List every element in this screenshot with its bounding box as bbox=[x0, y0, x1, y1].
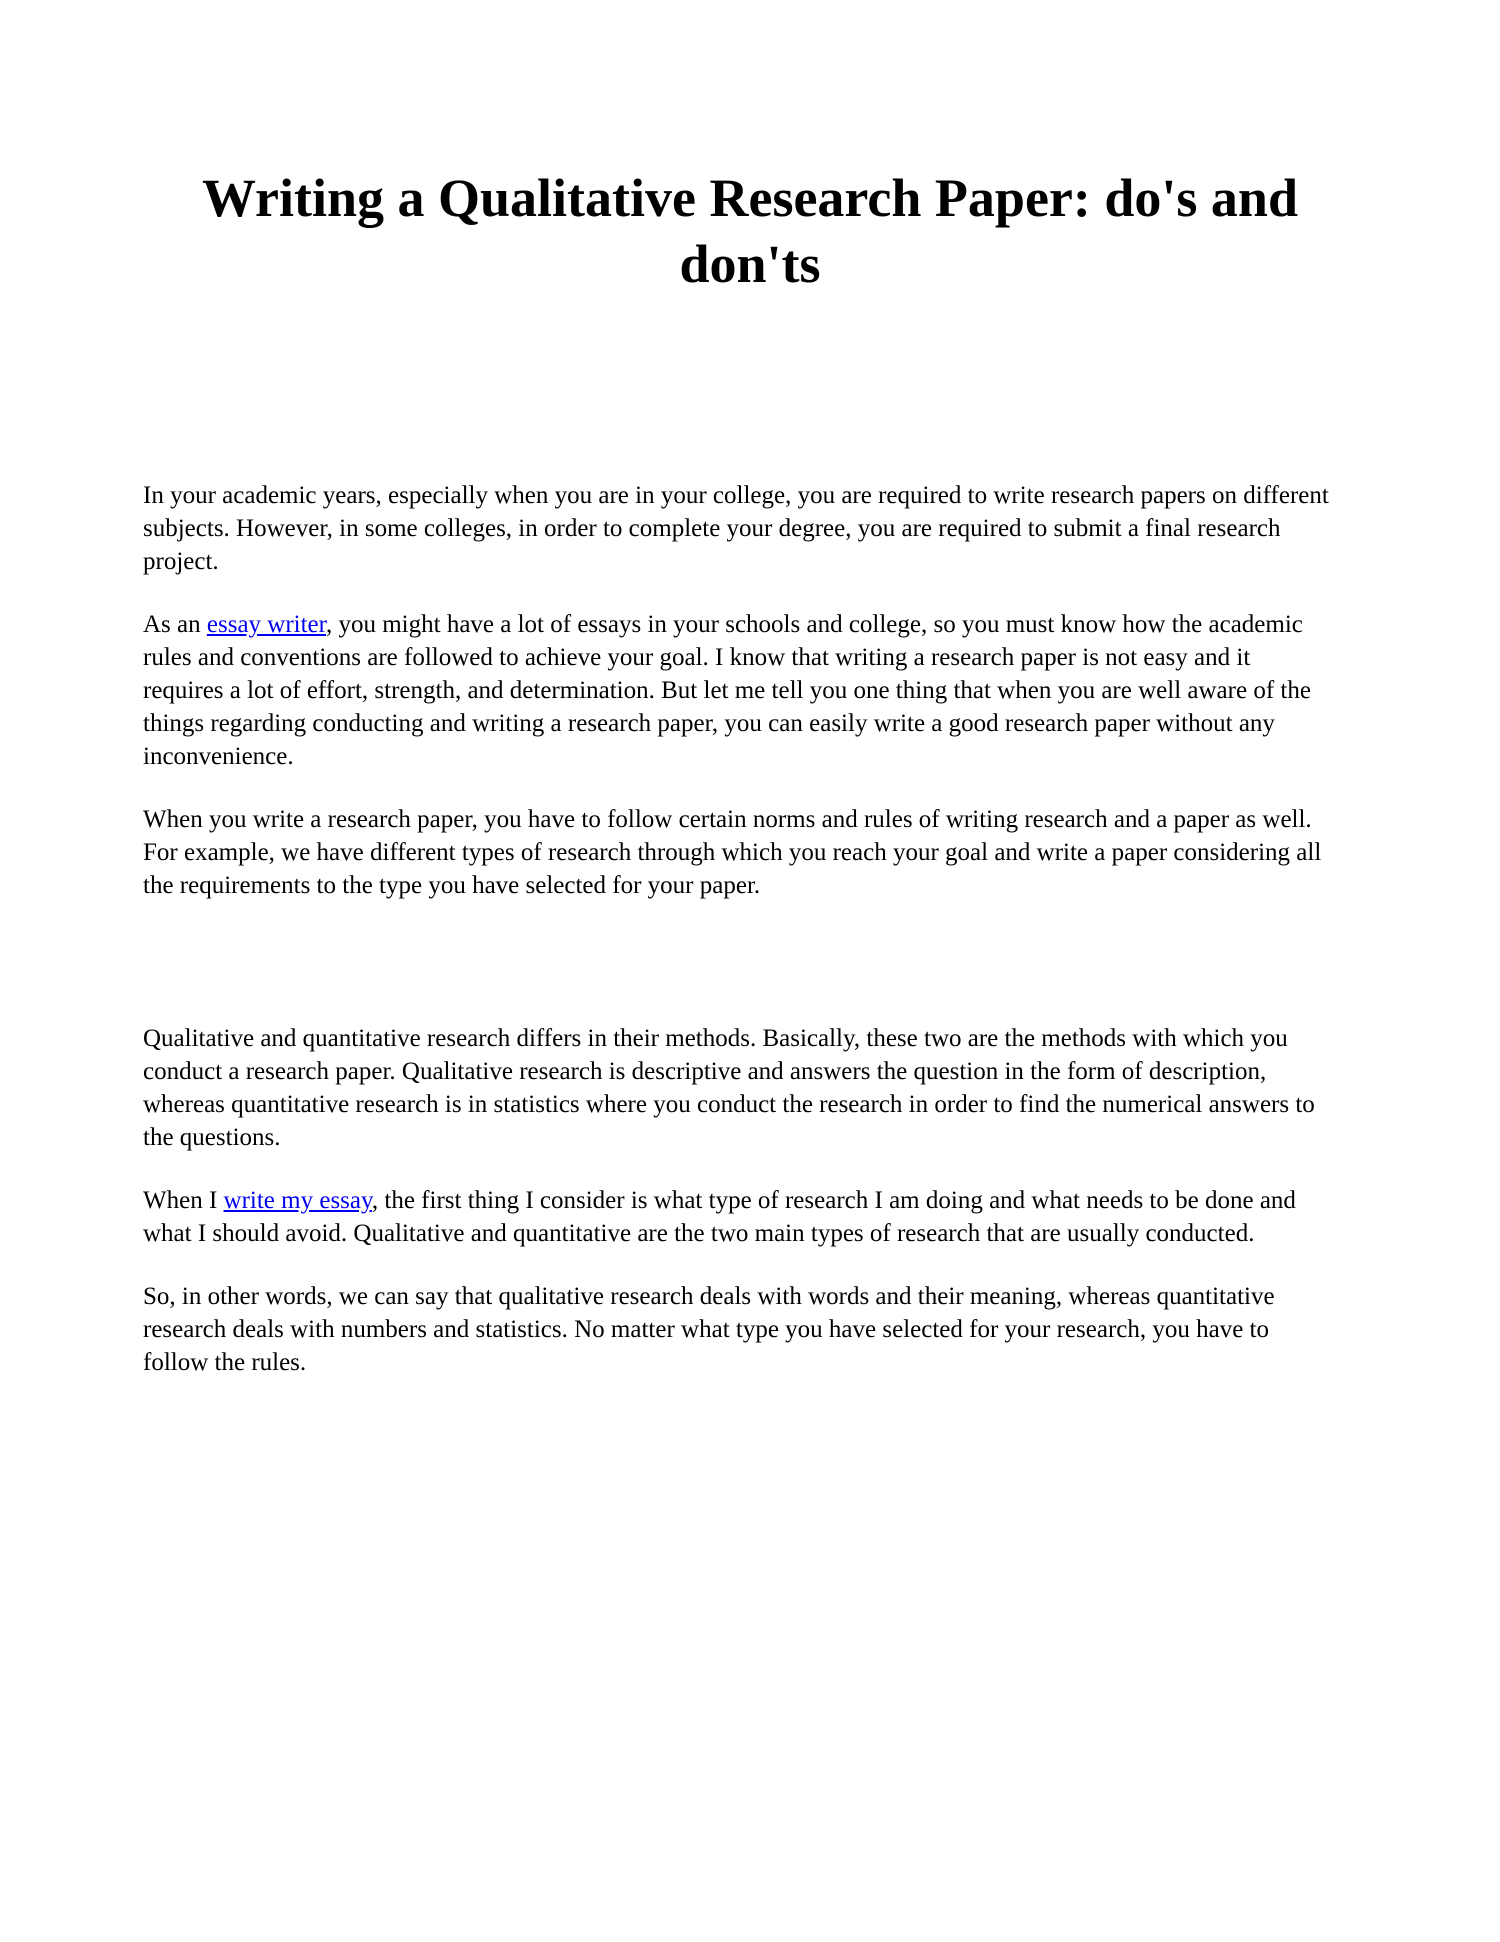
paragraph-qualitative-vs-quantitative bbox=[143, 1022, 1333, 1154]
paragraph-text: As an bbox=[143, 611, 207, 638]
paragraph-essay-writer bbox=[143, 608, 1333, 773]
paragraph-text: When you write a research paper, you have to follow certain norms and rules of writing research and a paper as well. For example, we have different types of research through which you reach your goal and write a paper considering all the requirements to the type you have selected for your paper. bbox=[143, 806, 1322, 899]
section-spacer bbox=[143, 932, 1333, 1022]
page-title: Writing a Qualitative Research Paper: do's and don'ts bbox=[202, 168, 1298, 294]
paragraph-intro bbox=[143, 479, 1333, 578]
essay-writer-link[interactable]: essay writer bbox=[206, 611, 326, 638]
paragraph-text: So, in other words, we can say that qualitative research deals with words and their meaning, whereas quantitative research deals with numbers and statistics. No matter what type you have selected for your research, you have to follow the rules. bbox=[143, 1283, 1275, 1376]
write-my-essay-link[interactable]: write my essay bbox=[223, 1187, 372, 1214]
paragraph-text: In your academic years, especially when you are in your college, you are required to write research papers on different subjects. However, in some colleges, in order to complete your degree, you are required to submit a final research project. bbox=[143, 482, 1329, 575]
paragraph-text: When I bbox=[143, 1187, 224, 1214]
paragraph-text: Qualitative and quantitative research differs in their methods. Basically, these two are the methods with which you conduct a research paper. Qualitative research is descriptive and answers the question in the form of description, whereas quantitative research is in statistics where you conduct the research in order to find the numerical answers to the questions. bbox=[143, 1025, 1315, 1151]
paragraph-text: , the first thing I consider is what type of research I am doing and what needs to be done and what I should avoid. Qualitative and quantitative are the two main types of research that are usually conducted. bbox=[143, 1187, 1296, 1247]
paragraph-conclusion bbox=[143, 1280, 1333, 1379]
paragraph-text: , you might have a lot of essays in your schools and college, so you must know how the academic rules and conventions are followed to achieve your goal. I know that writing a research paper is not easy and it requires a lot of effort, strength, and determination. But let me tell you one thing that when you are well aware of the things regarding conducting and writing a research paper, you can easily write a good research paper without any inconvenience. bbox=[143, 611, 1311, 770]
paragraph-norms bbox=[143, 803, 1333, 902]
paragraph-write-my-essay bbox=[143, 1184, 1333, 1250]
document-body bbox=[143, 479, 1333, 1379]
